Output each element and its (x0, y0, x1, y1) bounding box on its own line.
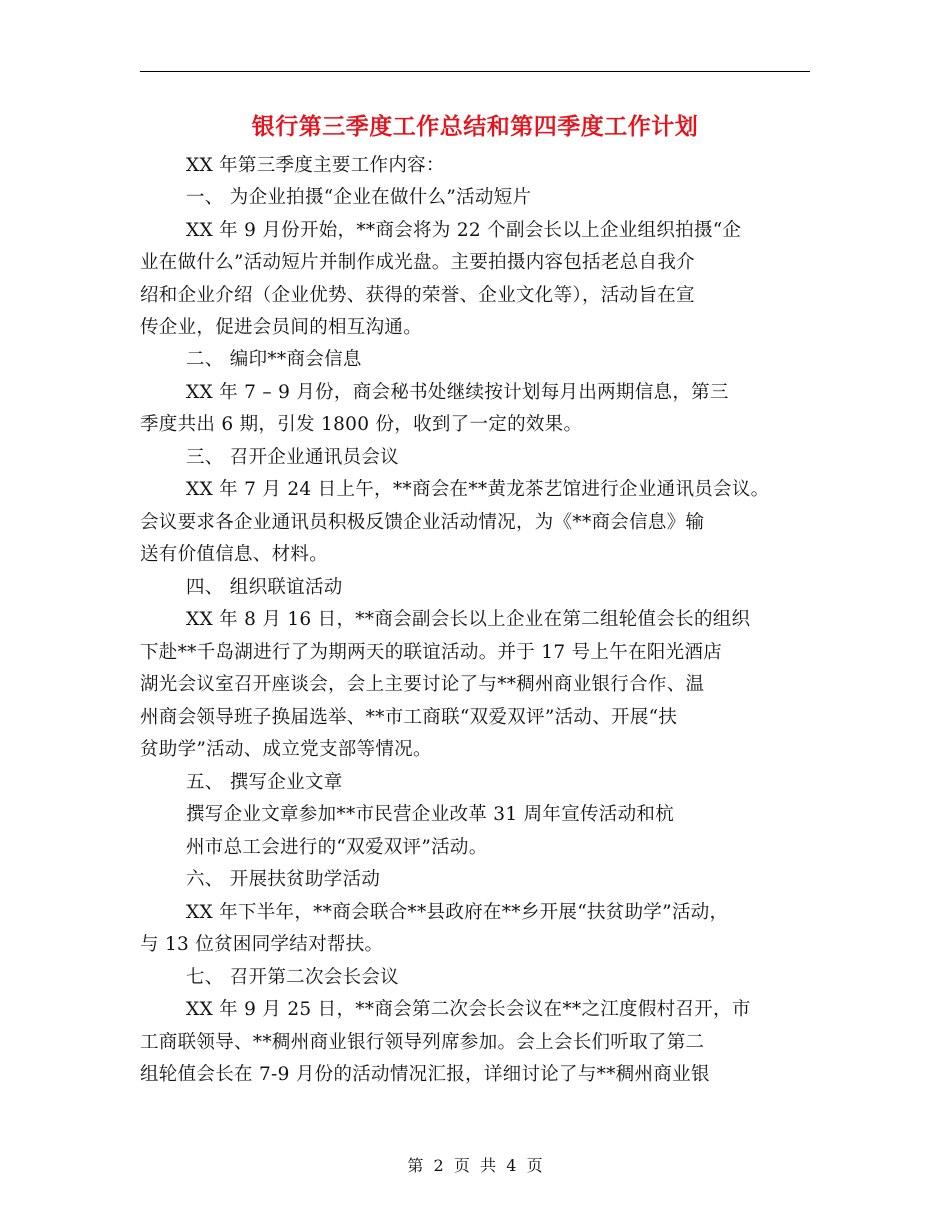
header-rule (140, 71, 810, 72)
section-heading: 七、 召开第二次会长会议 (186, 967, 399, 988)
body-line: 工商联领导、**稠州商业银行领导列席参加。会上会长们听取了第二 (140, 1032, 705, 1053)
body-line: 传企业，促进会员间的相互沟通。 (140, 317, 423, 338)
body-line: 绍和企业介绍（企业优势、获得的荣誉、企业文化等），活动旨在宣 (140, 285, 695, 306)
body-line: XX 年 9 月 25 日，**商会第二次会长会议在**之江度假村召开，市 (186, 999, 751, 1020)
body-line: 州商会领导班子换届选举、**市工商联“双爱双评”活动、开展“扶 (140, 707, 678, 728)
body-line: XX 年 7 月 24 日上午，**商会在**黄龙茶艺馆进行企业通讯员会议。 (186, 479, 770, 500)
section-heading: 五、 撰写企业文章 (186, 772, 343, 793)
section-heading: 二、 编印**商会信息 (186, 349, 362, 370)
body-line: 湖光会议室召开座谈会，会上主要讨论了与**稠州商业银行合作、温 (140, 674, 705, 695)
section-heading: 四、 组织联谊活动 (186, 577, 343, 598)
section-heading: 一、 为企业拍摄“企业在做什么”活动短片 (186, 187, 532, 208)
body-line: 州市总工会进行的“双爱双评”活动。 (186, 837, 488, 858)
document-title: 银行第三季度工作总结和第四季度工作计划 (251, 113, 699, 140)
body-line: 与 13 位贫困同学结对帮扶。 (140, 934, 384, 955)
body-line: 贫助学”活动、成立党支部等情况。 (140, 739, 432, 760)
body-line: XX 年下半年，**商会联合**县政府在**乡开展“扶贫助学”活动， (186, 902, 729, 923)
body-line: 业在做什么”活动短片并制作成光盘。主要拍摄内容包括老总自我介 (140, 252, 695, 273)
section-heading: 六、 开展扶贫助学活动 (186, 869, 381, 890)
body-line: XX 年 8 月 16 日，**商会副会长以上企业在第二组轮值会长的组织 (186, 609, 751, 630)
body-line: 下赴**千岛湖进行了为期两天的联谊活动。并于 17 号上午在阳光酒店 (140, 642, 723, 663)
body-line: 会议要求各企业通讯员积极反馈企业活动情况，为《**商会信息》输 (140, 512, 705, 533)
body-line: 撰写企业文章参加**市民营企业改革 31 周年宣传活动和杭 (186, 804, 675, 825)
body-line: XX 年 9 月份开始，**商会将为 22 个副会长以上企业组织拍摄“企 (186, 220, 742, 241)
body-line: XX 年第三季度主要工作内容： (186, 155, 445, 176)
section-heading: 三、 召开企业通讯员会议 (186, 447, 399, 468)
body-line: 送有价值信息、材料。 (140, 544, 329, 565)
body-line: XX 年 7 – 9 月份，商会秘书处继续按计划每月出两期信息，第三 (186, 382, 729, 403)
body-line: 组轮值会长在 7-9 月份的活动情况汇报，详细讨论了与**稠州商业银 (140, 1064, 710, 1085)
page-number-footer: 第 2 页 共 4 页 (407, 1156, 543, 1175)
body-line: 季度共出 6 期，引发 1800 份，收到了一定的效果。 (140, 414, 583, 435)
